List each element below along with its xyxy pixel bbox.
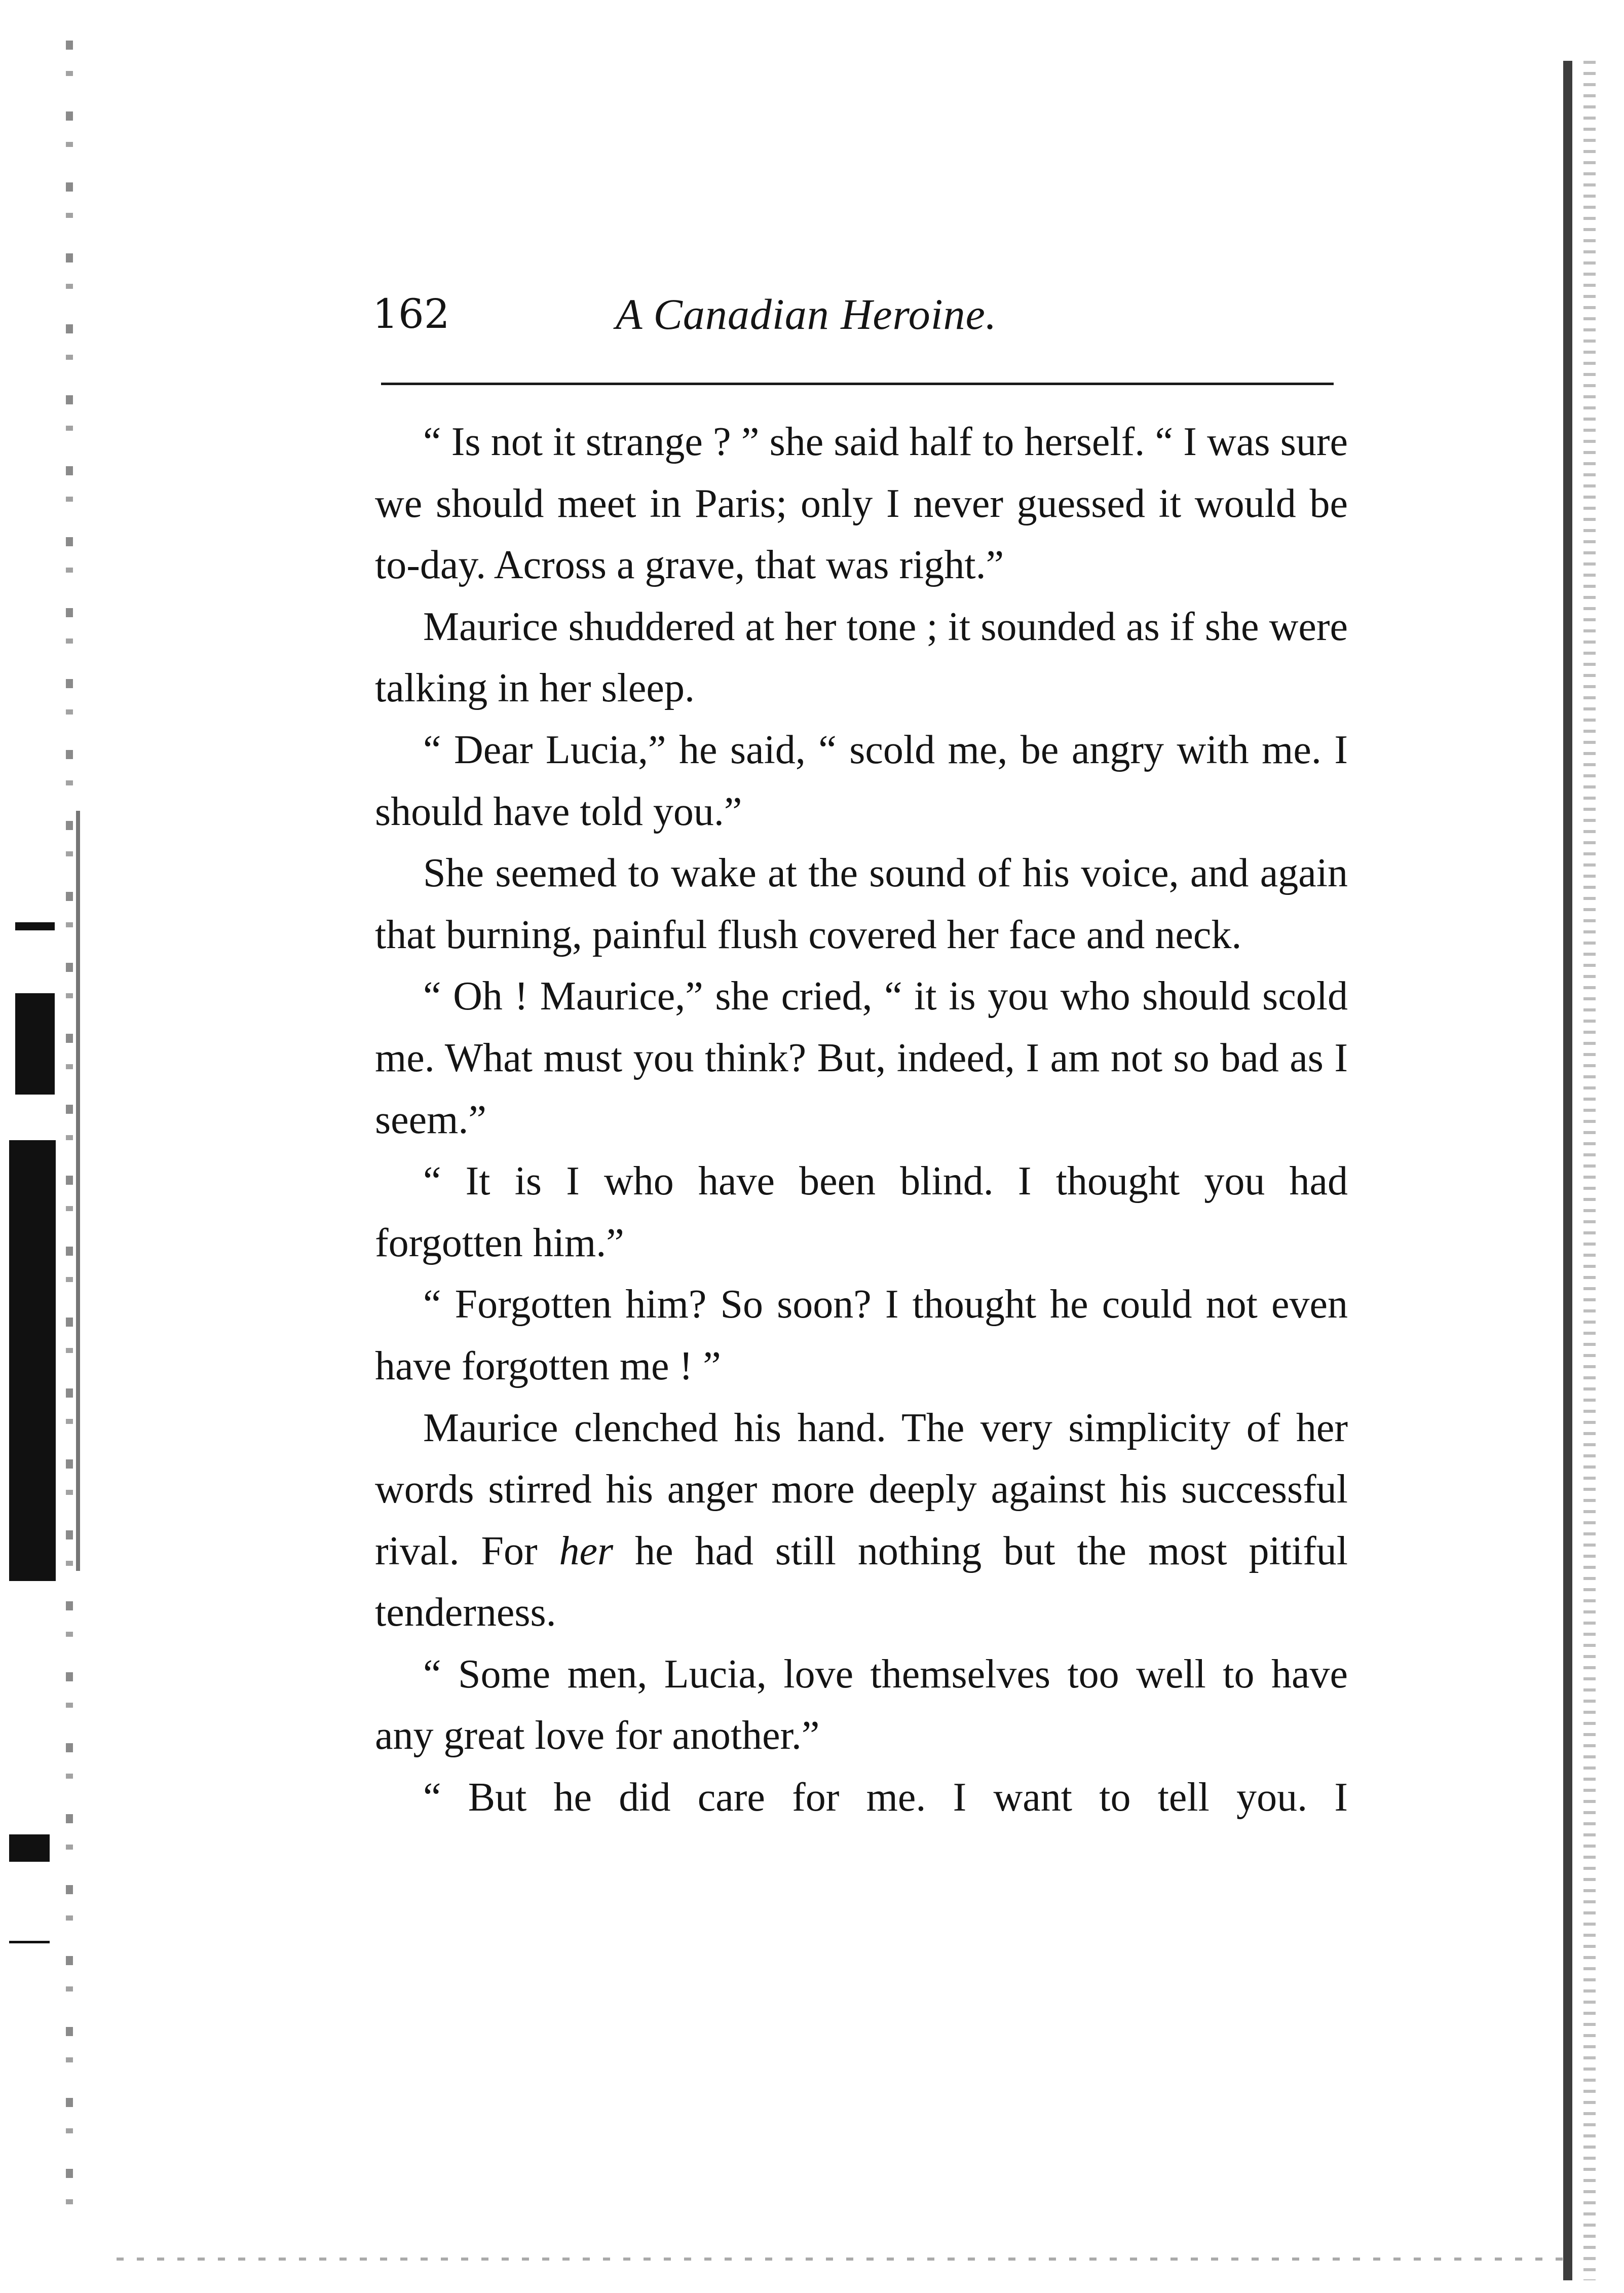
scan-edge-bottom (117, 2258, 1571, 2261)
scan-edge-left (66, 41, 73, 2220)
scan-mark (9, 1941, 50, 1943)
page-number: 162 (372, 290, 450, 337)
scan-edge-right (1563, 61, 1583, 2280)
header-rule (381, 383, 1334, 385)
page-header (372, 284, 1340, 345)
paragraph: “ Forgotten him? So soon? I thought he could not even have forgotten me ! ” (375, 1282, 1348, 1388)
paragraph-text: he had still nothing but the most pitiful tenderness. (375, 1528, 1348, 1635)
scan-edge-right-texture (1583, 61, 1596, 2280)
paragraph: “ But he did care for me. I want to tell you. I (423, 1775, 1348, 1820)
paragraph-text: Maurice clenched his hand. The very simplicity of her words stirred his anger more deeply against his successful rival. For (375, 1405, 1348, 1573)
paragraph: “ Is not it strange ? ” she said half to herself. “ I was sure we should meet in Paris; only I never guessed it would be to-day. Across a grave, that was right.” (375, 420, 1348, 588)
scan-mark (9, 1834, 50, 1862)
paragraph: “ Some men, Lucia, love themselves too well to have any great love for another.” (375, 1651, 1348, 1758)
paragraph: “ It is I who have been blind. I thought you had forgotten him.” (375, 1159, 1348, 1265)
scan-edge-left-shadow (76, 811, 80, 1571)
scan-mark (15, 922, 55, 930)
scan-mark (9, 1140, 56, 1581)
paragraph: She seemed to wake at the sound of his voice, and again that burning, painful flush covered her face and neck. (375, 851, 1348, 957)
scan-mark (15, 993, 55, 1095)
paragraph: “ Oh ! Maurice,” she cried, “ it is you who should scold me. What must you think? But, indeed, I am not so bad as I seem.” (375, 974, 1348, 1142)
emphasis: her (559, 1528, 614, 1573)
running-title: A Canadian Heroine. (616, 290, 997, 339)
paragraph (375, 1398, 1348, 1644)
paragraph: Maurice shuddered at her tone ; it sounded as if she were talking in her sleep. (375, 604, 1348, 711)
paragraph: “ Dear Lucia,” he said, “ scold me, be angry with me. I should have told you.” (375, 727, 1348, 834)
body-text (375, 411, 1348, 1829)
